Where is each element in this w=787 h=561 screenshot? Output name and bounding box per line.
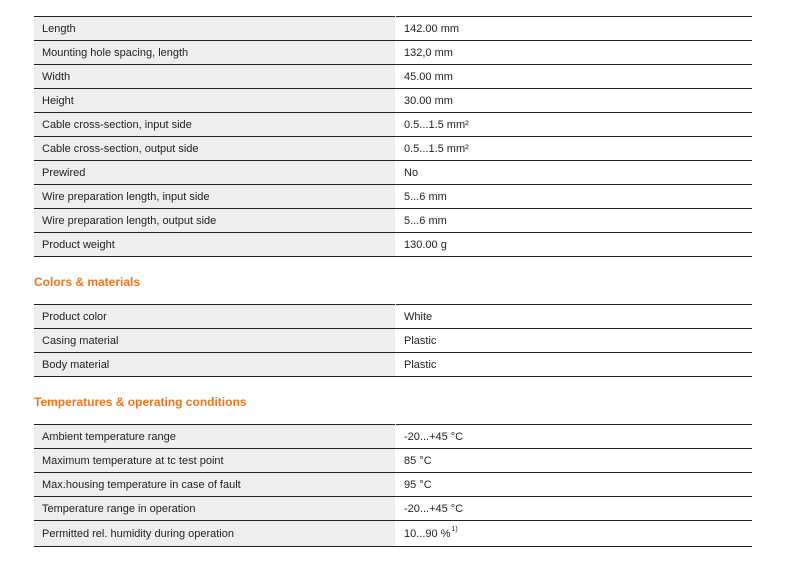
table-row bbox=[34, 65, 752, 89]
spec-label: Casing material bbox=[34, 329, 396, 353]
spec-value: 130.00 g bbox=[396, 233, 753, 257]
spec-label: Height bbox=[34, 89, 396, 113]
spec-value: 0.5...1.5 mm² bbox=[396, 113, 753, 137]
spec-value: 95 °C bbox=[396, 473, 753, 497]
spec-value: White bbox=[396, 305, 753, 329]
spec-label: Temperature range in operation bbox=[34, 497, 396, 521]
spec-value: 10...90 % bbox=[404, 527, 451, 540]
table-row bbox=[34, 161, 752, 185]
temperatures-table bbox=[34, 424, 752, 547]
spec-value: 5...6 mm bbox=[396, 209, 753, 233]
table-row bbox=[34, 425, 752, 449]
table-row bbox=[34, 41, 752, 65]
table-row bbox=[34, 449, 752, 473]
spec-value: 142.00 mm bbox=[396, 17, 753, 41]
table-row bbox=[34, 473, 752, 497]
spec-value: 30.00 mm bbox=[396, 89, 753, 113]
table-row bbox=[34, 113, 752, 137]
colors-materials-table bbox=[34, 304, 752, 377]
spec-label: Length bbox=[34, 17, 396, 41]
table-row bbox=[34, 329, 752, 353]
table-row bbox=[34, 233, 752, 257]
spec-value: No bbox=[396, 161, 753, 185]
spec-value-with-footnote bbox=[396, 521, 753, 547]
spec-value: -20...+45 °C bbox=[396, 425, 753, 449]
table-row bbox=[34, 17, 752, 41]
spec-label: Ambient temperature range bbox=[34, 425, 396, 449]
spec-value: Plastic bbox=[396, 353, 753, 377]
spec-value: 45.00 mm bbox=[396, 65, 753, 89]
spec-label: Wire preparation length, input side bbox=[34, 185, 396, 209]
spec-label: Mounting hole spacing, length bbox=[34, 41, 396, 65]
spec-label: Product weight bbox=[34, 233, 396, 257]
spec-label: Wire preparation length, output side bbox=[34, 209, 396, 233]
table-row bbox=[34, 137, 752, 161]
spec-value: Plastic bbox=[396, 329, 753, 353]
spec-label: Permitted rel. humidity during operation bbox=[34, 521, 396, 547]
spec-label: Maximum temperature at tc test point bbox=[34, 449, 396, 473]
section-title-colors: Colors & materials bbox=[34, 275, 141, 289]
table-row bbox=[34, 209, 752, 233]
spec-value: 85 °C bbox=[396, 449, 753, 473]
table-row bbox=[34, 497, 752, 521]
table-row bbox=[34, 305, 752, 329]
spec-value: -20...+45 °C bbox=[396, 497, 753, 521]
table-row bbox=[34, 185, 752, 209]
spec-label: Width bbox=[34, 65, 396, 89]
spec-value: 132,0 mm bbox=[396, 41, 753, 65]
dimensions-table bbox=[34, 16, 752, 257]
section-title-temperatures: Temperatures & operating conditions bbox=[34, 395, 247, 409]
spec-label: Cable cross-section, input side bbox=[34, 113, 396, 137]
table-row bbox=[34, 89, 752, 113]
spec-sheet bbox=[34, 16, 752, 547]
spec-label: Cable cross-section, output side bbox=[34, 137, 396, 161]
spec-value: 0.5...1.5 mm² bbox=[396, 137, 753, 161]
spec-value: 5...6 mm bbox=[396, 185, 753, 209]
spec-label: Product color bbox=[34, 305, 396, 329]
table-row bbox=[34, 353, 752, 377]
spec-label: Body material bbox=[34, 353, 396, 377]
spec-label: Prewired bbox=[34, 161, 396, 185]
footnote-marker: 1) bbox=[451, 525, 458, 533]
table-row bbox=[34, 521, 752, 547]
spec-label: Max.housing temperature in case of fault bbox=[34, 473, 396, 497]
